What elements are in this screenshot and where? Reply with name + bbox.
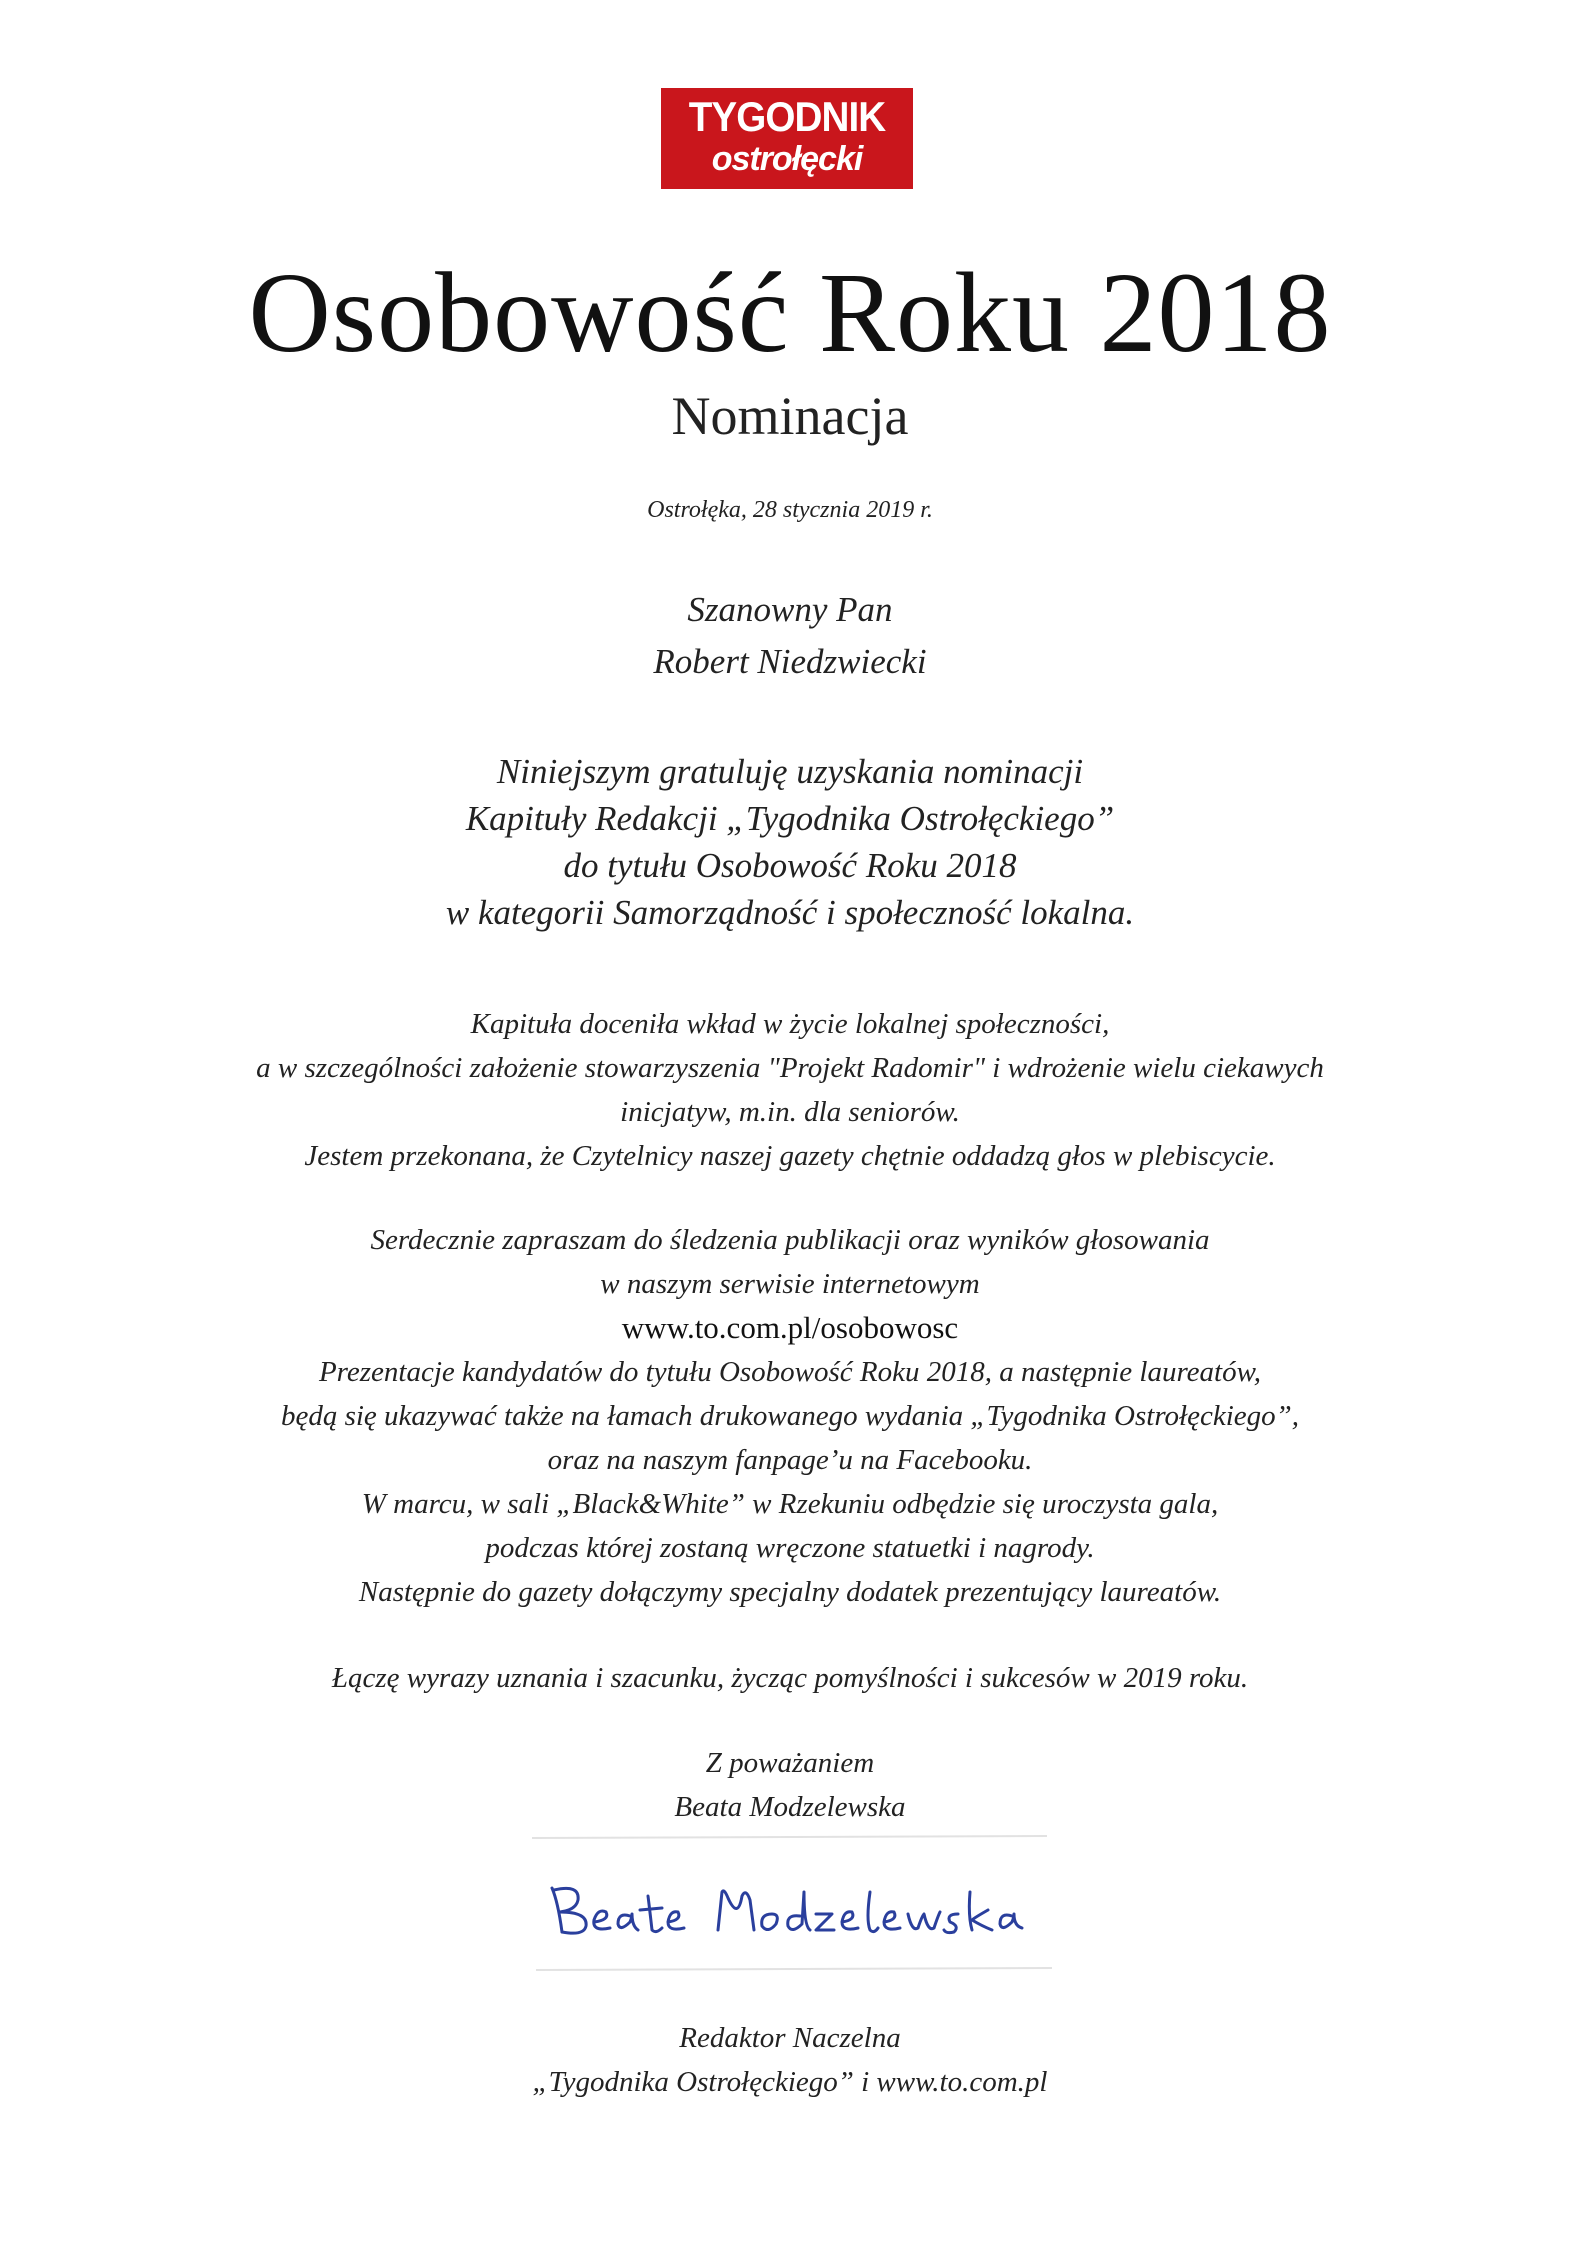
invite-line: będą się ukazywać także na łamach drukowanego wydania „Tygodnika Ostrołęckiego”, — [280, 1400, 1300, 1432]
page-title: Osobowość Roku 2018 — [248, 249, 1332, 376]
editor-info — [0, 2016, 1580, 2104]
editor-publication: „Tygodnika Ostrołęckiego” i www.to.com.pl — [532, 2066, 1048, 2098]
invite-line: oraz na naszym fanpage’u na Facebooku. — [547, 1444, 1033, 1476]
recipient-name: Robert Niedzwiecki — [653, 642, 927, 681]
reasons-paragraph — [0, 1002, 1580, 1178]
intro-line: do tytułu Osobowość Roku 2018 — [563, 846, 1017, 885]
reasons-line: a w szczególności założenie stowarzyszenia "Projekt Radomir" i wdrożenie wielu ciekawych — [256, 1052, 1324, 1084]
regards-phrase: Z poważaniem — [705, 1747, 875, 1779]
editor-role: Redaktor Naczelna — [679, 2022, 901, 2054]
closing-line: Łączę wyrazy uznania i szacunku, życząc pomyślności i sukcesów w 2019 roku. — [331, 1662, 1249, 1694]
date-text: Ostrołęka, 28 stycznia 2019 r. — [647, 497, 933, 523]
invite-line: Serdecznie zapraszam do śledzenia publikacji oraz wyników głosowania — [370, 1224, 1210, 1256]
website-link[interactable]: www.to.com.pl/osobowosc — [621, 1310, 959, 1345]
invite-line: Następnie do gazety dołączymy specjalny dodatek prezentujący laureatów. — [358, 1576, 1222, 1608]
reasons-line: Kapituła doceniła wkład w życie lokalnej społeczności, — [470, 1008, 1110, 1040]
intro-line: w kategorii Samorządność i społeczność lokalna. — [445, 893, 1135, 932]
reasons-line: inicjatyw, m.in. dla seniorów. — [620, 1096, 960, 1128]
invite-paragraph — [0, 1218, 1580, 1614]
intro-line: Kapituły Redakcji „Tygodnika Ostrołęckiego” — [465, 799, 1115, 838]
invite-line: w naszym serwisie internetowym — [600, 1268, 980, 1300]
invite-line: W marcu, w sali „Black&White” w Rzekuniu odbędzie się uroczysta gala, — [361, 1488, 1219, 1520]
closing-paragraph — [0, 1656, 1580, 1700]
invite-line: podczas której zostaną wręczone statuetki i nagrody. — [485, 1532, 1095, 1564]
logo-subtitle: ostrołęcki — [711, 140, 863, 178]
greeting: Szanowny Pan — [687, 590, 893, 629]
signer-name: Beata Modzelewska — [674, 1791, 906, 1823]
logo-title: TYGODNIK — [688, 93, 886, 140]
dateline — [0, 492, 1580, 528]
regards — [0, 1741, 1580, 1829]
handwritten-signature — [532, 1830, 1052, 1976]
intro-paragraph — [0, 748, 1580, 936]
salutation — [0, 584, 1580, 688]
reasons-line: Jestem przekonana, że Czytelnicy naszej gazety chętnie oddadzą głos w plebiscycie. — [304, 1140, 1276, 1172]
intro-line: Niniejszym gratuluję uzyskania nominacji — [496, 752, 1084, 791]
invite-line: Prezentacje kandydatów do tytułu Osobowość Roku 2018, a następnie laureatów, — [318, 1356, 1262, 1388]
page-subtitle: Nominacja — [671, 386, 909, 446]
logo — [661, 88, 913, 189]
